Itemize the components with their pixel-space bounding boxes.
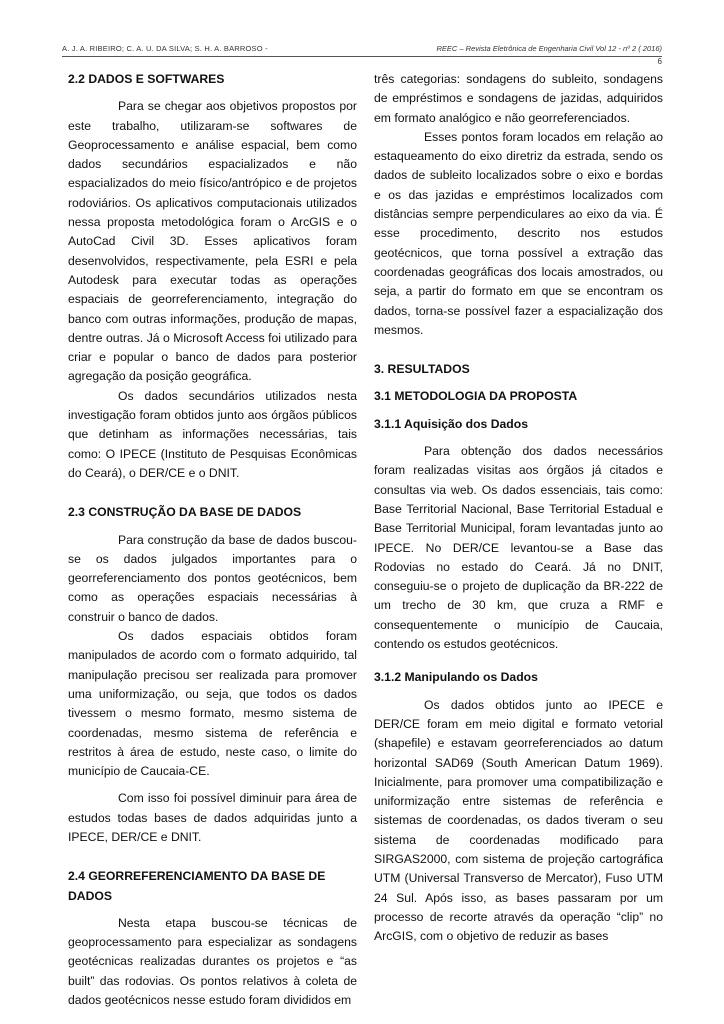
header-journal: REEC – Revista Eletrônica de Engenharia Civil Vol 12 - nº 2 ( 2016) [436, 44, 662, 53]
location-paragraph: Esses pontos foram locados em relação ao estaqueamento do eixo diretriz da estrada, sendo os dados de subleito localizados sobre o eixo e bordas e os das jazidas e empréstimos localizados com distâncias sempre perpendiculares ao eixo da via. É esse procedimento, descrito nos estudos geotécnicos, que torna possível a extração das coordenadas geográficas dos locais amostrados, ou seja, a partir do formato em que se encontram os dados, torna-se possível fazer a espacialização dos mesmos. [374, 129, 663, 337]
section-2-2-paragraph-1: Para se chegar aos objetivos propostos por este trabalho, utilizaram-se softwares de Geoprocessamento e análise espacial, bem como dados secundários espacializados e não espacializados do meio físico/antrópico e de projetos rodoviários. Os aplicativos computacionais utilizados nessa proposta metodológica foram o ArcGIS e o AutoCad Civil 3D. Esses aplicativos foram desenvolvidos, respectivamente, pela ESRI e pela Autodesk para executar todas as operações espaciais de georreferenciamento, integração do banco com outras informações, produção de mapas, dentre outras. Já o Microsoft Access foi utilizado para criar e popular o banco de dados para posterior agregação da posição geográfica. [68, 99, 357, 384]
section-3-heading: 3. RESULTADOS [374, 362, 470, 377]
left-column [68, 70, 357, 1010]
section-3-1-1-paragraph: Para obtenção dos dados necessários foram realizadas visitas aos órgãos já citados e consultas via web. Os dados essenciais, tais como: Base Territorial Nacional, Base Territorial Estadual e Base Territorial Municipal, foram levantadas junto ao IPECE. No DER/CE levantou-se a Base das Rodovias no estado do Ceará. Já no DNIT, conseguiu-se o projeto de duplicação da BR-222 de um trecho de 30 km, que cruza a RMF e consequentemente o município de Caucaia, contendo os estudos geotécnicos. [374, 444, 663, 652]
section-3-1-heading: 3.1 METODOLOGIA DA PROPOSTA [374, 389, 578, 404]
continued-paragraph: três categorias: sondagens do subleito, sondagens de empréstimos e sondagens de jazidas, adquiridos em formato analógico e não georreferenciados. [374, 72, 663, 125]
section-2-3-paragraph-2: Os dados espaciais obtidos foram manipulados de acordo com o formato adquirido, tal manipulação precisou ser realizada para promover uma uniformização, ou seja, que todos os dados tivessem o mesmo formato, mesmo sistema de coordenadas, mesmo sistema de referência e restritos à área de estudo, neste caso, o limite do município de Caucaia-CE. [68, 629, 357, 779]
section-2-4-paragraph-1: Nesta etapa buscou-se técnicas de geoprocessamento para especializar as sondagens geotécnicas realizadas durantes os projetos e “as built” das rodovias. Os pontos relativos à coleta de dados geotécnicos nesse estudo foram divididos em [68, 915, 357, 1008]
section-3-1-2-paragraph: Os dados obtidos junto ao IPECE e DER/CE foram em meio digital e formato vetorial (shapefile) e estavam georreferenciados ao datum horizontal SAD69 (South American Datum 1969). Inicialmente, para promover uma compatibilização e uniformização entre sistemas de referência e sistemas de coordenadas, os dados tiveram o seu sistema de coordenadas modificado para SIRGAS2000, com sistema de projeção cartográfica UTM (Universal Transverso de Mercator), Fuso UTM 24 Sul. Após isso, as bases passaram por um processo de recorte através da operação “clip” no ArcGIS, com o objetivo de reduzir as bases [374, 697, 663, 944]
section-2-2-paragraph-2: Os dados secundários utilizados nesta investigação foram obtidos junto aos órgãos públicos que detinham as informações necessárias, tais como: O IPECE (Instituto de Pesquisas Econômicas do Ceará), o DER/CE e o DNIT. [68, 388, 357, 480]
section-3-1-1-heading: 3.1.1 Aquisição dos Dados [374, 416, 528, 431]
section-2-4-heading: 2.4 GEORREFERENCIAMENTO DA BASE DE DADOS [68, 869, 326, 903]
section-2-3-heading: 2.3 CONSTRUÇÃO DA BASE DE DADOS [68, 505, 302, 520]
header-authors: A. J. A. RIBEIRO; C. A. U. DA SILVA; S. H. A. BARROSO - [62, 44, 268, 53]
right-column [374, 70, 663, 946]
section-2-3-paragraph-1: Para construção da base de dados buscou-se os dados julgados importantes para o georreferenciamento dos pontos geotécnicos, bem como as operações espaciais necessárias à construir o banco de dados. [68, 532, 357, 624]
section-2-3-paragraph-3: Com isso foi possível diminuir para área de estudos todas bases de dados adquiridas junto a IPECE, DER/CE e DNIT. [68, 791, 357, 844]
page-number: 6 [657, 57, 662, 66]
section-2-2-heading: 2.2 DADOS E SOFTWARES [68, 72, 225, 86]
header-rule [62, 56, 662, 57]
section-3-1-2-heading: 3.1.2 Manipulando os Dados [374, 670, 538, 685]
